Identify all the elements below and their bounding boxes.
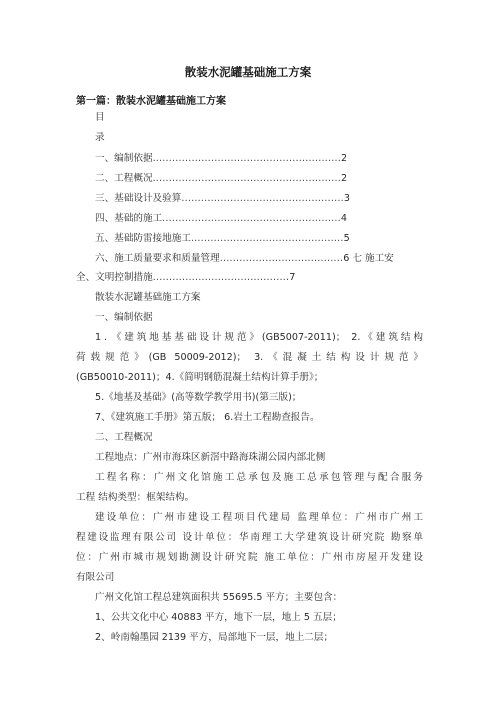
toc-entry-page: 2 [341,153,348,164]
part-heading: 第一篇：散装水泥罐基础施工方案 [76,96,226,107]
basis-line: 荷载规范》(GB 50009-2012)； 3.《混凝土结构设计规范》 [76,352,423,363]
toc-entry-page: 4 [340,213,347,224]
toc-entry-dots: .......................................................... [152,173,342,184]
toc-entry-dots: .......................................... [152,272,290,283]
toc-entry[interactable] [76,271,295,285]
toc-entry-label: 六、施工质量要求和质量管理 [95,253,220,264]
toc-entry-label: 三、基础设计及验算 [95,193,182,204]
overview-line: 建设单位：广州市建设工程项目代建局 监理单位：广州市广州工 [95,512,423,523]
overview-line: 工程地点：广州市海珠区新滘中路海珠湖公园内部北侧 [95,452,326,463]
toc-entry-page: 6 七 施工安 [343,253,394,264]
toc-entry[interactable] [95,232,350,246]
basis-line: 7、《建筑施工手册》第五版； 6.岩土工程勘查报告。 [95,412,320,423]
toc-entry-label: 二、工程概况 [95,173,153,184]
toc-entry-dots: ....................................................... [162,213,341,224]
toc-entry-label: 四、基础的施工 [95,213,163,224]
section-heading-basis: 一、编制依据 [95,312,153,323]
overview-line: 程建设监理有限公司 设计单位：华南理工大学建筑设计研究院 勘察单 [76,532,423,543]
overview-line: 广州文化馆工程总建筑面积共 55695.5 平方；主要包含： [95,592,343,603]
overview-line: 位：广州市城市规划勘测设计研究院 施工单位：广州市房屋开发建设 [76,552,423,563]
toc-entry[interactable] [95,212,347,226]
overview-line: 工程 结构类型：框架结构。 [76,492,195,503]
basis-line: 1．《建筑地基基础设计规范》(GB5007-2011)； 2.《建筑结构 [95,332,423,343]
toc-entry[interactable] [95,192,350,206]
toc-entry-page: 3 [343,193,350,204]
toc-entry-page: 5 [343,233,350,244]
document-title: 散装水泥罐基础施工方案 [184,65,312,79]
toc-entry-label: 一、编制依据 [95,153,153,164]
overview-line: 2、岭南翰墨园 2139 平方，局部地下一层，地上二层； [95,632,334,643]
toc-entry-page: 7 [289,272,296,283]
document-subtitle: 散装水泥罐基础施工方案 [95,292,201,303]
toc-entry-dots: ............................................... [190,233,344,244]
section-heading-overview: 二、工程概况 [95,432,153,443]
toc-label-2: 录 [95,132,105,143]
overview-line: 有限公司 [76,572,115,583]
toc-entry[interactable] [95,172,347,186]
toc-entry-label: 五、基础防雷接地施工 [95,233,191,244]
toc-entry[interactable] [95,152,347,166]
overview-line: 工程名称：广州文化馆施工总承包及施工总承包管理与配合服务 [95,472,423,483]
toc-entry-page: 2 [341,173,348,184]
toc-entry-dots: ...................................... [219,253,344,264]
toc-entry-label: 全、文明控制措施 [76,272,153,283]
toc-label-1: 目 [95,112,105,123]
basis-line: (GB50010-2011)；4.《简明钢筋混凝土结构计算手册》； [76,372,324,383]
overview-line: 1、公共文化中心 40883 平方，地下一层，地上 5 五层； [95,612,342,623]
toc-entry-dots: .......................................................... [152,153,342,164]
toc-entry-dots: .................................................. [181,193,344,204]
basis-line: 5.《地基及基础》(高等数学教学用书)(第三版)； [95,392,302,403]
toc-entry[interactable] [95,252,394,266]
